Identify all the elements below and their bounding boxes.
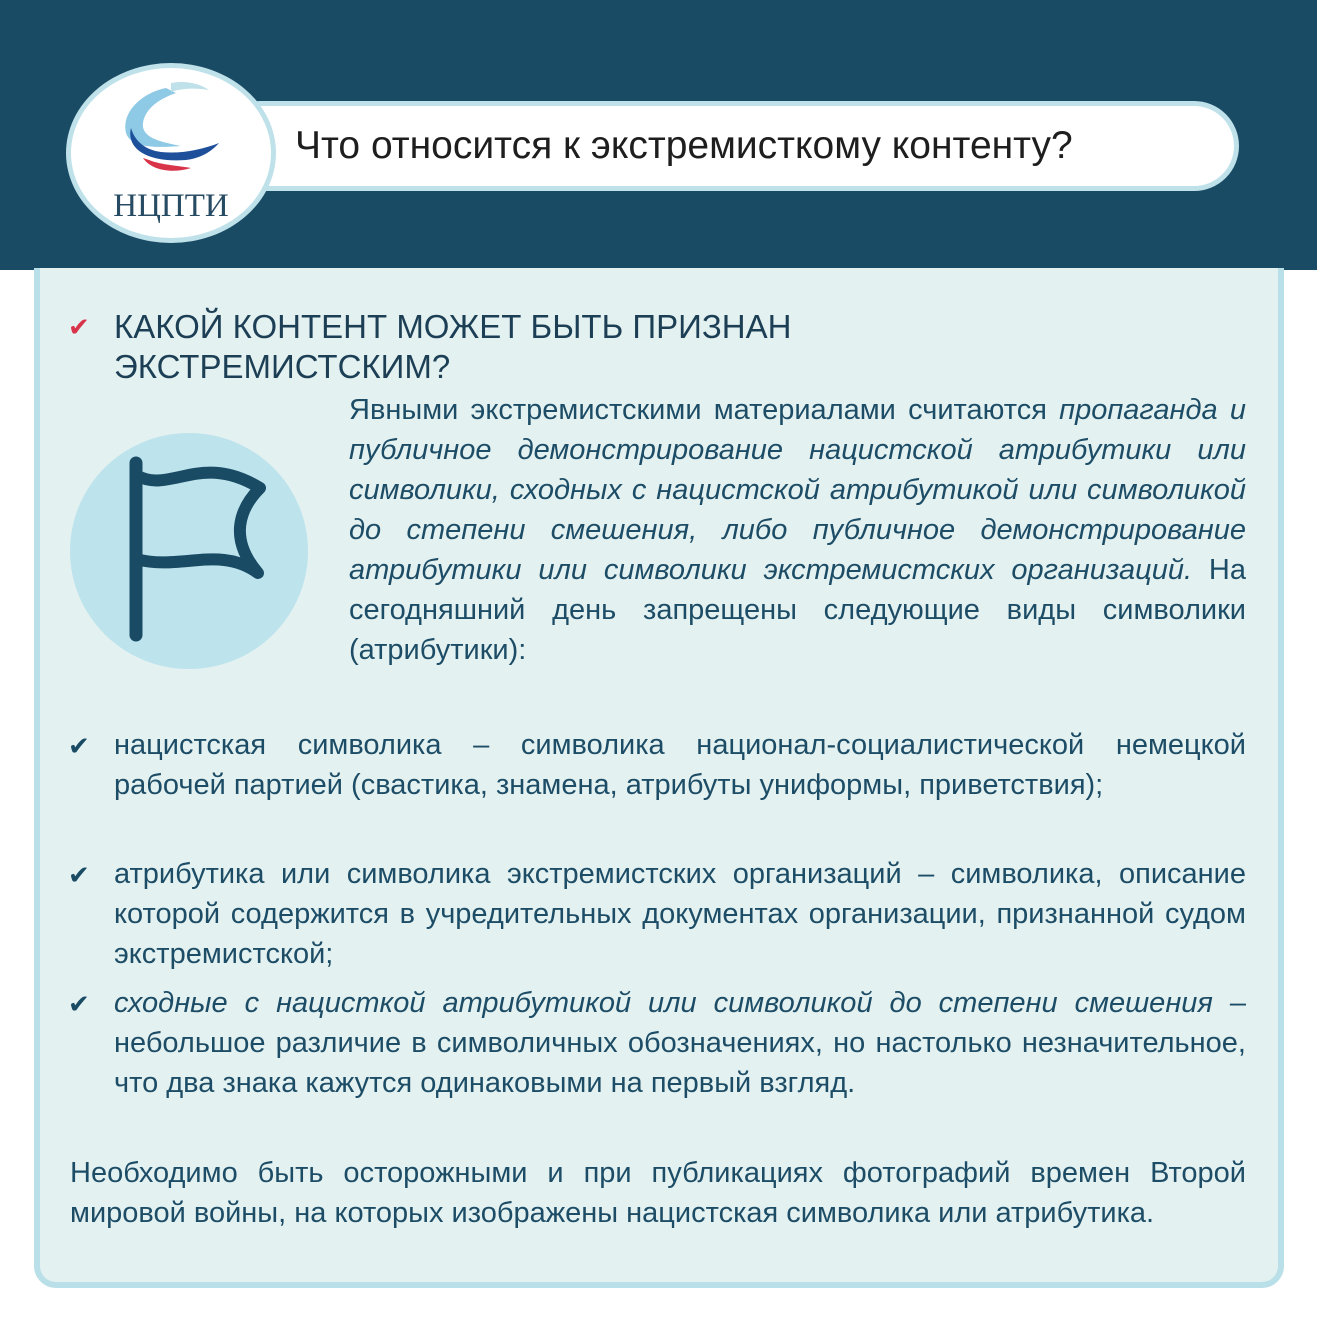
check-icon: ✔ (68, 989, 90, 1019)
list-item (114, 725, 1246, 805)
intro-plain: Явными экстремистскими материалами считаются (349, 394, 1060, 426)
bullet-text: атрибутика или символика экстремистских организаций – символика, описание которой содержится в учредительных документах организации, признанной судом экстремистской; (114, 858, 1246, 970)
check-icon: ✔ (68, 731, 90, 761)
list-item (114, 983, 1246, 1103)
flag-icon (70, 433, 308, 669)
intro-paragraph (349, 390, 1246, 670)
section-heading: КАКОЙ КОНТЕНТ МОЖЕТ БЫТЬ ПРИЗНАН ЭКСТРЕМИСТСКИМ? (114, 308, 792, 385)
bullet-text: – небольшое различие в символичных обозначениях, но настолько незначительное, что два знака кажутся одинаковыми на первый взгляд. (114, 987, 1247, 1099)
intro-tail: На сегодняшний день запрещены следующие виды символики (атрибутики): (349, 554, 1246, 666)
intro-italic: пропаганда и публичное демонстрирование нацистской атрибутики или символики, сходных с нацистской атрибутикой или символикой до степени смешения, либо публичное демонстрирование атрибутики или символики экстремистских организаций. (349, 394, 1246, 586)
check-icon: ✔ (68, 860, 90, 890)
logo (66, 63, 276, 243)
page-title: Что относится к экстремисткому контенту? (295, 124, 1073, 167)
check-icon: ✔ (68, 312, 90, 342)
logo-text: НЦПТИ (113, 188, 229, 224)
flag-badge (70, 433, 308, 669)
bullet-text: нацистская символика – символика национал-социалистической немецкой рабочей партией (свастика, знамена, атрибуты униформы, приветствия); (114, 729, 1246, 801)
bullet-italic: сходные с нацисткой атрибутикой или символикой до степени смешения (114, 987, 1213, 1019)
list-item (114, 854, 1246, 974)
footer-note: Необходимо быть осторожными и при публикациях фотографий времен Второй мировой войны, на которых изображены нацистская символика или атрибутика. (70, 1157, 1246, 1229)
